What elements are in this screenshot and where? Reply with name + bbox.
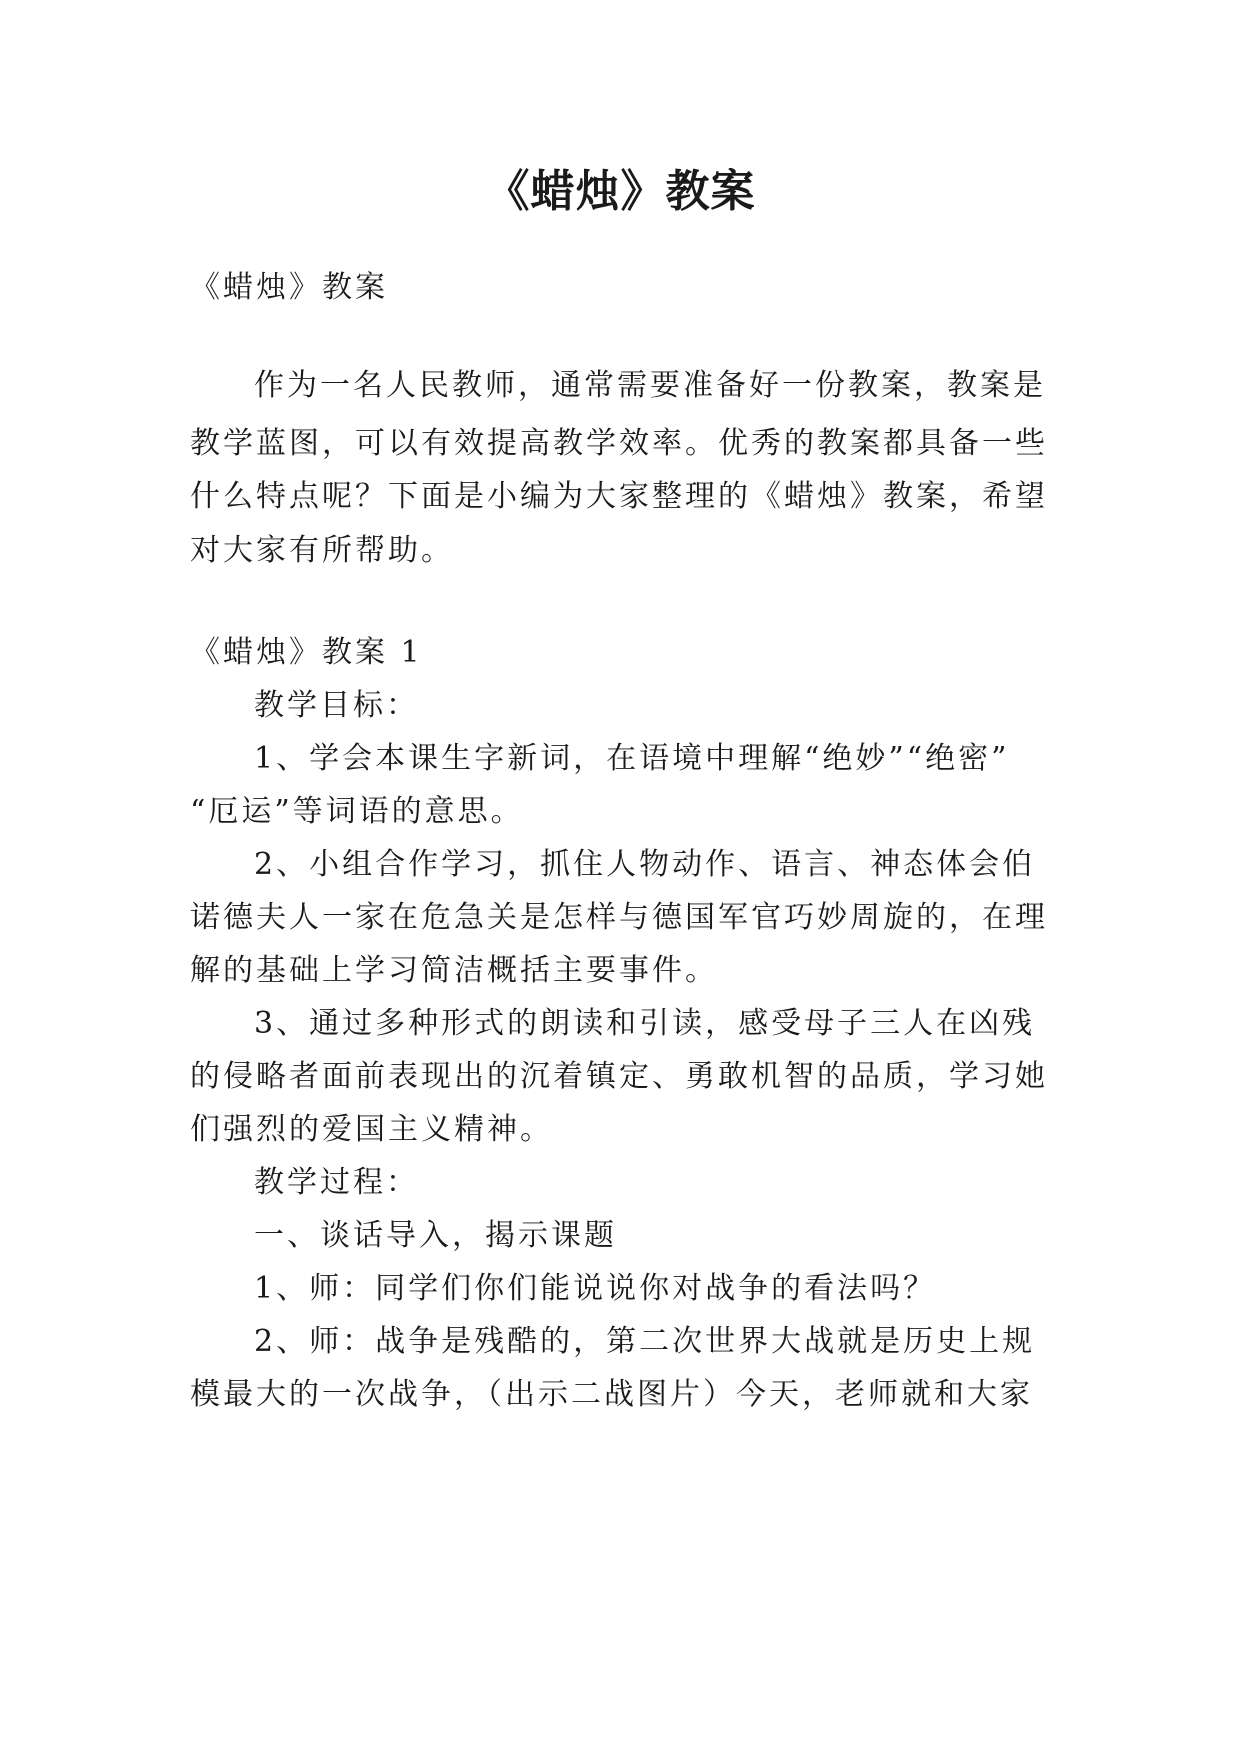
document-subtitle: 《蜡烛》教案 <box>190 270 388 305</box>
objective-line: 解的基础上学习简洁概括主要事件。 <box>190 953 718 988</box>
objective-line: 诺德夫人一家在危急关是怎样与德国军官巧妙周旋的，在理 <box>190 900 1048 935</box>
objective-line: 的侵略者面前表现出的沉着镇定、勇敢机智的品质，学习她 <box>190 1059 1048 1094</box>
intro-line: 作为一名人民教师，通常需要准备好一份教案，教案是 <box>254 368 1046 403</box>
intro-line: 教学蓝图，可以有效提高教学效率。优秀的教案都具备一些 <box>190 426 1048 461</box>
step-item: 1、师：同学们你们能说说你对战争的看法吗？ <box>254 1271 937 1306</box>
step-heading: 一、谈话导入，揭示课题 <box>254 1218 617 1253</box>
step-item: 2、师：战争是残酷的，第二次世界大战就是历史上规 <box>254 1324 1036 1359</box>
intro-line: 什么特点呢？下面是小编为大家整理的《蜡烛》教案，希望 <box>190 479 1048 514</box>
document-title: 《蜡烛》教案 <box>485 166 756 217</box>
objective-line: “厄运”等词语的意思。 <box>190 794 524 829</box>
objective-line: 3、通过多种形式的朗读和引读，感受母子三人在凶残 <box>254 1006 1036 1041</box>
process-label: 教学过程： <box>254 1165 419 1200</box>
intro-line: 对大家有所帮助。 <box>190 533 454 568</box>
section-heading: 《蜡烛》教案 1 <box>190 635 423 670</box>
objective-line: 1、学会本课生字新词，在语境中理解“绝妙”“绝密” <box>254 741 1010 776</box>
objectives-label: 教学目标： <box>254 688 419 723</box>
objective-line: 2、小组合作学习，抓住人物动作、语言、神态体会伯 <box>254 847 1036 882</box>
step-item: 模最大的一次战争，（出示二战图片）今天，老师就和大家 <box>190 1377 1033 1412</box>
objective-line: 们强烈的爱国主义精神。 <box>190 1112 553 1147</box>
